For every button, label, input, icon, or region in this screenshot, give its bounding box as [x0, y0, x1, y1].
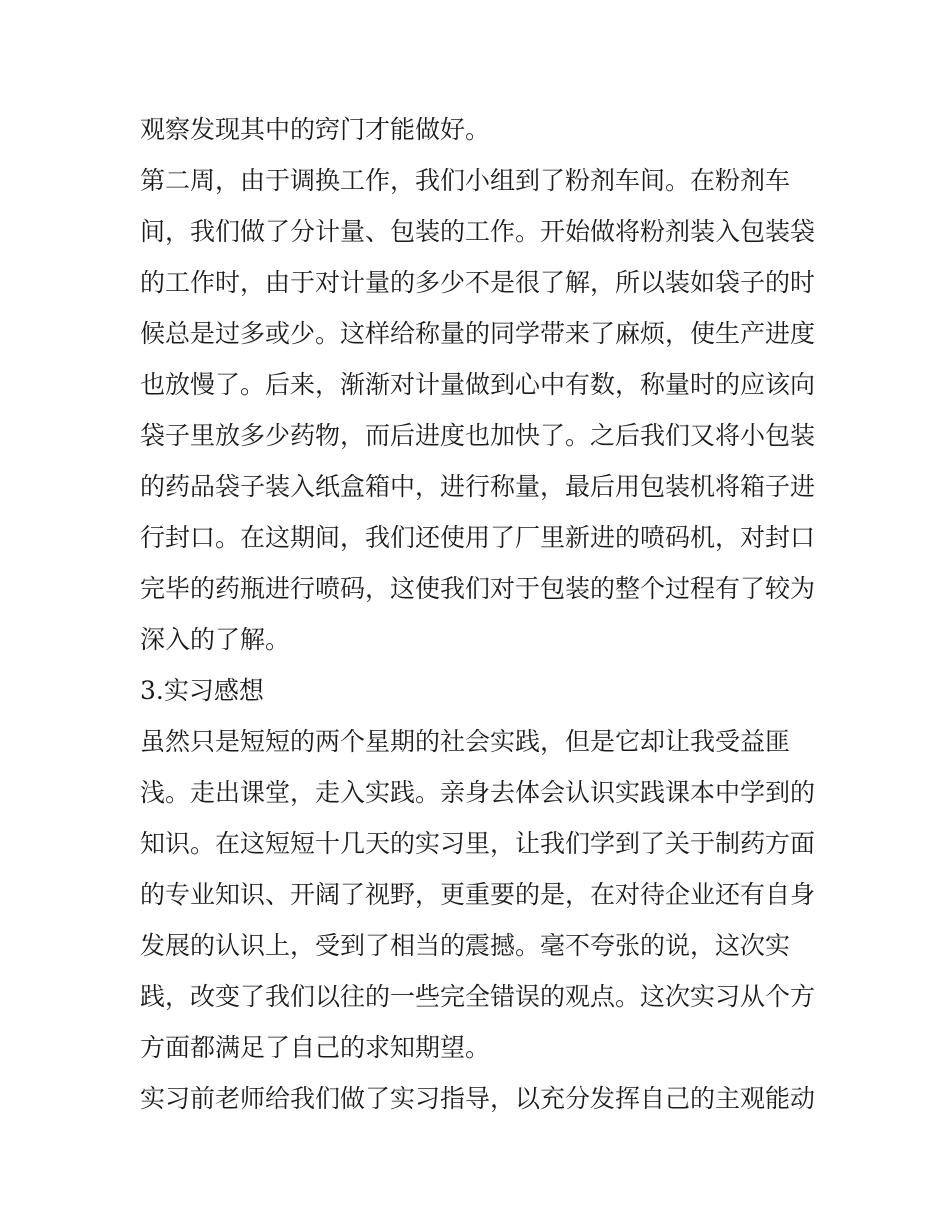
- text-line: 候总是过多或少。这样给称量的同学带来了麻烦，使生产进度: [140, 319, 816, 348]
- text-line: 的药品袋子装入纸盒箱中，进行称量，最后用包装机将箱子进: [140, 472, 816, 501]
- text-line: 深入的了解。: [140, 625, 291, 654]
- text-line: 第二周，由于调换工作，我们小组到了粉剂车间。在粉剂车: [140, 166, 791, 195]
- text-line: 完毕的药瓶进行喷码，这使我们对于包装的整个过程有了较为: [140, 574, 816, 603]
- text-line: 浅。走出课堂，走入实践。亲身去体会认识实践课本中学到的: [140, 778, 816, 807]
- section-heading: 3.实习感想: [140, 676, 264, 705]
- text-line: 观察发现其中的窍门才能做好。: [140, 115, 491, 144]
- text-line: 袋子里放多少药物，而后进度也加快了。之后我们又将小包装: [140, 421, 816, 450]
- text-line: 知识。在这短短十几天的实习里，让我们学到了关于制药方面: [140, 829, 816, 858]
- text-line: 也放慢了。后来，渐渐对计量做到心中有数，称量时的应该向: [140, 370, 816, 399]
- text-line: 虽然只是短短的两个星期的社会实践，但是它却让我受益匪: [140, 727, 791, 756]
- text-line: 的工作时，由于对计量的多少不是很了解，所以装如袋子的时: [140, 268, 816, 297]
- text-line: 行封口。在这期间，我们还使用了厂里新进的喷码机，对封口: [140, 523, 816, 552]
- document-body: [140, 104, 820, 1124]
- text-line: 实习前老师给我们做了实习指导，以充分发挥自己的主观能动: [140, 1084, 816, 1113]
- text-line: 发展的认识上，受到了相当的震撼。毫不夸张的说，这次实: [140, 931, 791, 960]
- text-line: 间，我们做了分计量、包装的工作。开始做将粉剂装入包装袋: [140, 217, 816, 246]
- text-line: 践，改变了我们以往的一些完全错误的观点。这次实习从个方: [140, 982, 816, 1011]
- text-line: 的专业知识、开阔了视野，更重要的是，在对待企业还有自身: [140, 880, 816, 909]
- text-line: 方面都满足了自己的求知期望。: [140, 1033, 491, 1062]
